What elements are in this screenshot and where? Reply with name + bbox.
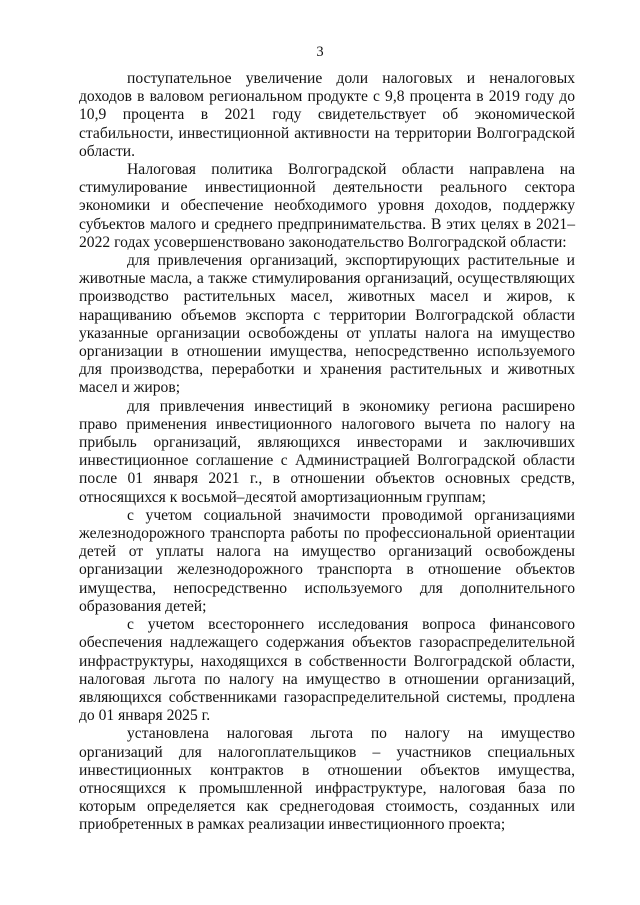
paragraph-investment-contracts: установлена налоговая льгота по налогу на имущество организаций для налогоплательщиков – участников специальных инвестиционных контрактов в отношении объектов имущества, относящихся к промышленной инфраструктуре, налоговая база по которым определяется как среднегодовая стоимость, созданных или приобретенных в рамках реализации инвестиционного проекта; [79, 725, 575, 834]
paragraph-tax-policy: Налоговая политика Волгоградской области направлена на стимулирование инвестиционной деятельности реального сектора экономики и обеспечение необходимого уровня доходов, поддержку субъектов малого и среднего предпринимательства. В этих целях в 2021–2022 годах усовершенствовано законодательство Волгоградской области: [79, 161, 575, 251]
page-number: 3 [316, 44, 324, 60]
paragraph-revenue-share: поступательное увеличение доли налоговых и неналоговых доходов в валовом региональном продукте с 9,8 процента в 2019 году до 10,9 процента в 2021 году свидетельствует об экономической стабильности, инвестиционной активности на территории Волгоградской области. [79, 70, 575, 160]
paragraph-railway-transport: с учетом социальной значимости проводимой организациями железнодорожного транспорта работы по профессиональной ориентации детей от уплаты налога на имущество организаций освобождены организации железнодорожного транспорта в отношение объектов имущества, непосредственно используемого для дополнительного образования детей; [79, 506, 575, 615]
paragraph-gas-infrastructure: с учетом всестороннего исследования вопроса финансового обеспечения надлежащего содержания объектов газораспределительной инфраструктуры, находящихся в собственности Волгоградской области, налоговая льгота по налогу на имущество в отношении организаций, являющихся собственниками газораспределительной системы, продлена до 01 января 2025 г. [79, 616, 575, 725]
paragraph-oil-exporters: для привлечения организаций, экспортирующих растительные и животные масла, а также стимулирования организаций, осуществляющих производство растительных масел, животных масел и жиров, к наращиванию объемов экспорта с территории Волгоградской области указанные организации освобождены от уплаты налога на имущество организации в отношении имущества, непосредственно используемого для производства, переработки и хранения растительных и животных масел и жиров; [79, 252, 575, 397]
paragraph-investment-deduction: для привлечения инвестиций в экономику региона расширено право применения инвестиционного налогового вычета по налогу на прибыль организаций, являющихся инвесторами и заключивших инвестиционное соглашение с Администрацией Волгоградской области после 01 января 2021 г., в отношении объектов основных средств, относящихся к восьмой–десятой амортизационным группам; [79, 397, 575, 506]
document-body [79, 70, 575, 835]
